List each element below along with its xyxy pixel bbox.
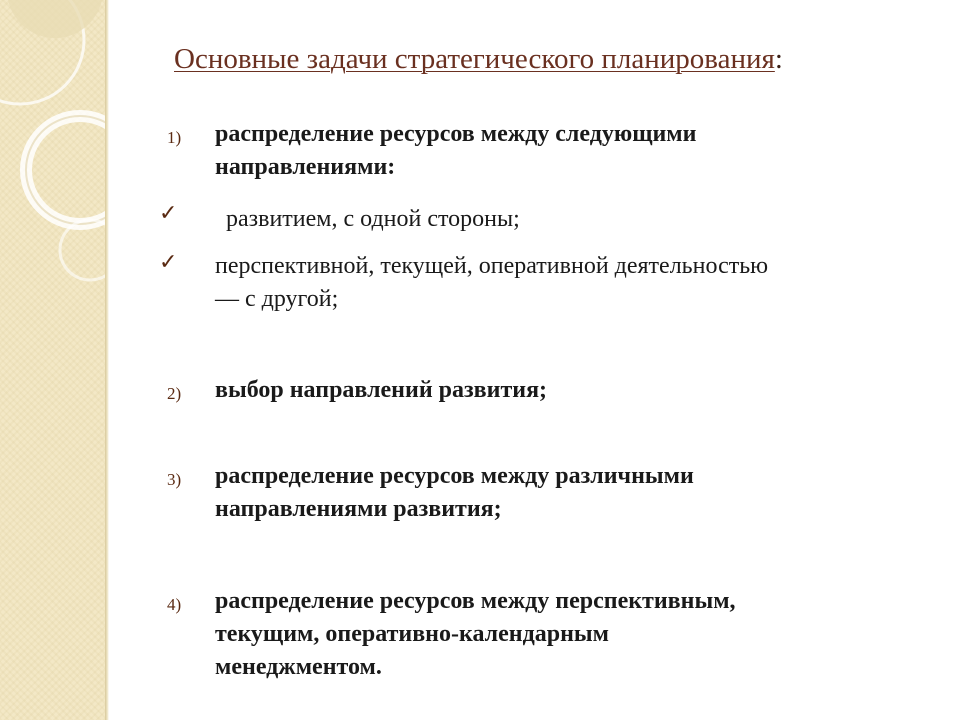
list-marker: 2): [167, 384, 182, 403]
list-item: [167, 118, 935, 184]
list-item-line: распределение ресурсов между перспективным,: [215, 588, 736, 614]
sub-list-item-line: — с другой;: [215, 286, 339, 312]
sidebar-divider: [105, 0, 109, 720]
sub-list-item-line: перспективной, текущей, оперативной деятельностью: [215, 253, 769, 279]
list-item: [167, 460, 935, 526]
list-marker: 3): [167, 470, 182, 489]
list-marker: 1): [167, 128, 182, 147]
list-item-line: распределение ресурсов между различными: [215, 463, 694, 489]
list-marker: 4): [167, 595, 182, 614]
circle-ornament-icon: [0, 0, 105, 720]
list-item-line: текущим, оперативно-календарным: [215, 621, 609, 647]
slide-title-text: Основные задачи стратегического планирования: [174, 43, 775, 75]
list-item-line: направлениями:: [215, 154, 396, 180]
list-item-line: выбор направлений развития;: [215, 377, 548, 403]
sub-list-item: [159, 250, 935, 316]
decorative-sidebar: [0, 0, 105, 720]
list-item-line: распределение ресурсов между следующими: [215, 121, 697, 147]
list-item-line: направлениями развития;: [215, 496, 502, 522]
slide-title: [174, 43, 783, 76]
list-item: [167, 374, 935, 407]
checkmark-icon: ✓: [159, 201, 178, 226]
slide-title-suffix: :: [774, 43, 783, 75]
list-item: [167, 585, 935, 684]
list-item-line: менеджментом.: [215, 654, 382, 680]
checkmark-icon: ✓: [159, 250, 178, 275]
sub-list-item-line: развитием, с одной стороны;: [226, 206, 520, 232]
sub-list-item: [159, 201, 946, 236]
